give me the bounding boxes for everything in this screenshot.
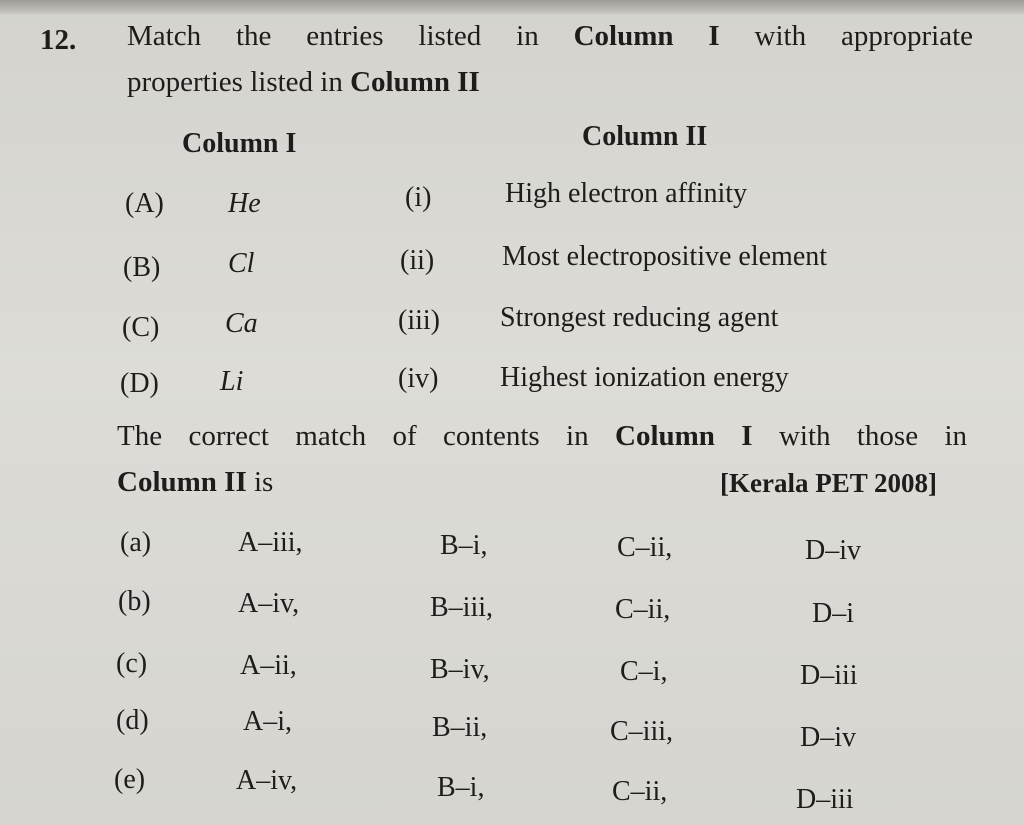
option-label-c: (c) — [116, 648, 148, 679]
option-d-match-b: B–ii, — [432, 712, 488, 743]
option-label-d: (d) — [116, 705, 149, 736]
instruction-text-1: The correct match of contents in — [117, 420, 589, 452]
option-c-match-c: C–i, — [620, 656, 668, 687]
option-e-match-b: B–i, — [437, 772, 485, 803]
option-c-match-a: A–ii, — [240, 650, 297, 681]
row-label-b: (B) — [123, 252, 161, 283]
column-1-header: Column I — [182, 128, 297, 159]
instruction-text-2: with those in — [778, 420, 968, 452]
option-d-match-c: C–iii, — [610, 716, 674, 747]
option-a-match-c: C–ii, — [617, 532, 673, 563]
option-b-match-b: B–iii, — [430, 592, 494, 623]
option-c-match-d: D–iii — [800, 660, 858, 691]
option-label-a: (a) — [120, 527, 152, 558]
option-b-match-d: D–i — [812, 598, 854, 629]
option-b-match-a: A–iv, — [238, 588, 300, 619]
formula-he: He — [228, 188, 261, 219]
instruction-line-2 — [117, 466, 273, 499]
row-label-d: (D) — [120, 368, 159, 399]
option-e-match-d: D–iii — [796, 784, 854, 815]
property-num-iii: (iii) — [398, 305, 440, 336]
option-c-match-b: B–iv, — [430, 654, 490, 685]
property-high-electron-affinity: High electron affinity — [505, 178, 748, 209]
option-d-match-d: D–iv — [800, 722, 856, 753]
instruction-bold-column-1: Column I — [615, 420, 753, 452]
option-label-e: (e) — [114, 764, 146, 795]
property-num-iv: (iv) — [398, 363, 439, 394]
option-a-match-b: B–i, — [440, 530, 488, 561]
question-stem-line-1 — [127, 20, 973, 53]
exam-source: [Kerala PET 2008] — [720, 468, 937, 498]
row-label-c: (C) — [122, 312, 160, 343]
question-number: 12. — [40, 24, 77, 56]
instruction-line-1 — [117, 420, 967, 453]
option-d-match-a: A–i, — [243, 706, 292, 737]
option-b-match-c: C–ii, — [615, 594, 671, 625]
property-num-i: (i) — [405, 182, 432, 213]
formula-ca: Ca — [225, 308, 258, 339]
option-e-match-a: A–iv, — [236, 765, 298, 796]
option-label-b: (b) — [118, 586, 151, 617]
stem-text-2: with appropriate — [754, 20, 974, 52]
formula-li: Li — [220, 366, 244, 397]
option-a-match-a: A–iii, — [238, 527, 303, 558]
stem-text-3: properties listed in — [127, 66, 343, 98]
instruction-bold-column-2: Column II — [117, 466, 247, 498]
row-label-a: (A) — [125, 188, 164, 219]
property-strongest-reducing: Strongest reducing agent — [500, 302, 779, 333]
column-2-header: Column II — [582, 121, 708, 152]
option-e-match-c: C–ii, — [612, 776, 668, 807]
option-a-match-d: D–iv — [805, 535, 861, 566]
instruction-text-3: is — [254, 466, 274, 498]
stem-bold-column-2: Column II — [350, 66, 480, 98]
page-top-edge — [0, 0, 1024, 14]
property-num-ii: (ii) — [400, 245, 435, 276]
stem-bold-column-1: Column I — [573, 20, 720, 52]
property-most-electropositive: Most electropositive element — [502, 241, 828, 272]
question-stem-line-2 — [127, 66, 480, 99]
property-highest-ionization: Highest ionization energy — [500, 362, 789, 393]
formula-cl: Cl — [228, 248, 255, 279]
stem-text-1: Match the entries listed in — [127, 20, 539, 52]
